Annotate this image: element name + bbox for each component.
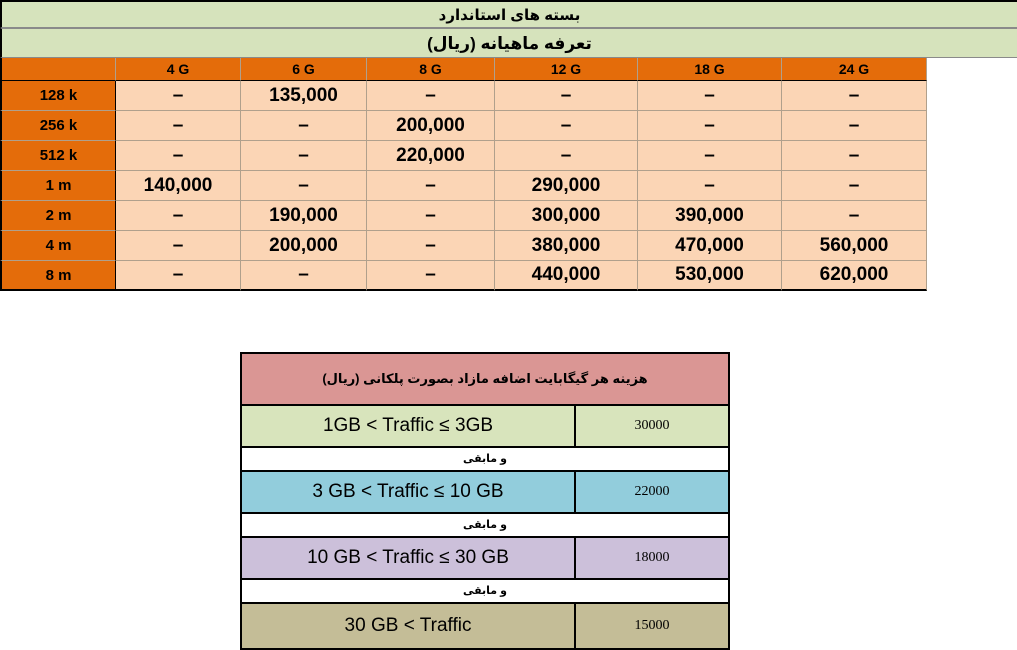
price-cell: – <box>116 111 241 141</box>
row-speed-label: 2 m <box>0 201 116 231</box>
column-header: 18 G <box>638 58 782 81</box>
row-speed-label: 4 m <box>0 231 116 261</box>
price-cell: – <box>495 141 638 171</box>
price-cell: – <box>638 171 782 201</box>
traffic-tier-row <box>242 538 728 580</box>
tier-price: 30000 <box>576 406 728 446</box>
price-cell: – <box>367 171 495 201</box>
tier-range-label: 30 GB < Traffic <box>242 604 576 648</box>
price-cell: 140,000 <box>116 171 241 201</box>
column-header-row <box>0 58 1017 81</box>
price-cell: 200,000 <box>241 231 367 261</box>
price-cell: – <box>638 111 782 141</box>
traffic-tier-row <box>242 604 728 648</box>
price-cell: – <box>782 171 927 201</box>
price-cell: 470,000 <box>638 231 782 261</box>
table-subtitle: تعرفه ماهیانه (ریال) <box>0 28 1017 58</box>
price-cell: 620,000 <box>782 261 927 291</box>
price-cell: – <box>241 111 367 141</box>
price-cell: – <box>367 81 495 111</box>
separator-label: و مابقی <box>242 514 728 538</box>
price-cell: 530,000 <box>638 261 782 291</box>
price-cell: – <box>638 81 782 111</box>
row-speed-label: 256 k <box>0 111 116 141</box>
standard-packages-table <box>0 0 1017 291</box>
price-cell: 220,000 <box>367 141 495 171</box>
separator-label: و مابقی <box>242 580 728 604</box>
row-speed-label: 512 k <box>0 141 116 171</box>
column-header: 4 G <box>116 58 241 81</box>
price-cell: – <box>638 141 782 171</box>
row-speed-label: 8 m <box>0 261 116 291</box>
traffic-tier-row <box>242 406 728 448</box>
row-speed-label: 128 k <box>0 81 116 111</box>
price-cell: 300,000 <box>495 201 638 231</box>
separator-label: و مابقی <box>242 448 728 472</box>
column-header: 8 G <box>367 58 495 81</box>
price-cell: 390,000 <box>638 201 782 231</box>
tier-range-label: 10 GB < Traffic ≤ 30 GB <box>242 538 576 578</box>
price-cell: 200,000 <box>367 111 495 141</box>
price-cell: – <box>367 231 495 261</box>
price-cell: – <box>241 141 367 171</box>
corner-cell <box>0 58 116 81</box>
tier-price: 15000 <box>576 604 728 648</box>
price-cell: 190,000 <box>241 201 367 231</box>
table-body <box>0 81 1017 291</box>
price-cell: 380,000 <box>495 231 638 261</box>
price-cell: 440,000 <box>495 261 638 291</box>
price-cell: – <box>782 201 927 231</box>
traffic-tier-row <box>242 472 728 514</box>
table-title: بسته های استاندارد <box>0 0 1017 28</box>
price-cell: – <box>782 141 927 171</box>
tier-range-label: 1GB < Traffic ≤ 3GB <box>242 406 576 446</box>
column-header: 6 G <box>241 58 367 81</box>
price-cell: – <box>495 81 638 111</box>
tier-price: 18000 <box>576 538 728 578</box>
price-cell: – <box>116 201 241 231</box>
price-cell: – <box>241 171 367 201</box>
price-cell: 290,000 <box>495 171 638 201</box>
extra-table-title: هزینه هر گیگابایت اضافه مازاد بصورت پلکانی (ریال) <box>242 354 728 406</box>
price-cell: – <box>116 81 241 111</box>
price-cell: – <box>116 261 241 291</box>
price-cell: – <box>782 111 927 141</box>
price-cell: – <box>116 141 241 171</box>
price-cell: – <box>241 261 367 291</box>
price-cell: – <box>495 111 638 141</box>
row-speed-label: 1 m <box>0 171 116 201</box>
price-cell: – <box>116 231 241 261</box>
tier-price: 22000 <box>576 472 728 512</box>
price-cell: – <box>367 261 495 291</box>
tier-range-label: 3 GB < Traffic ≤ 10 GB <box>242 472 576 512</box>
price-cell: – <box>367 201 495 231</box>
column-header: 24 G <box>782 58 927 81</box>
column-header: 12 G <box>495 58 638 81</box>
price-cell: – <box>782 81 927 111</box>
extra-traffic-table <box>240 352 730 650</box>
extra-table-body <box>242 406 728 648</box>
price-cell: 135,000 <box>241 81 367 111</box>
price-cell: 560,000 <box>782 231 927 261</box>
